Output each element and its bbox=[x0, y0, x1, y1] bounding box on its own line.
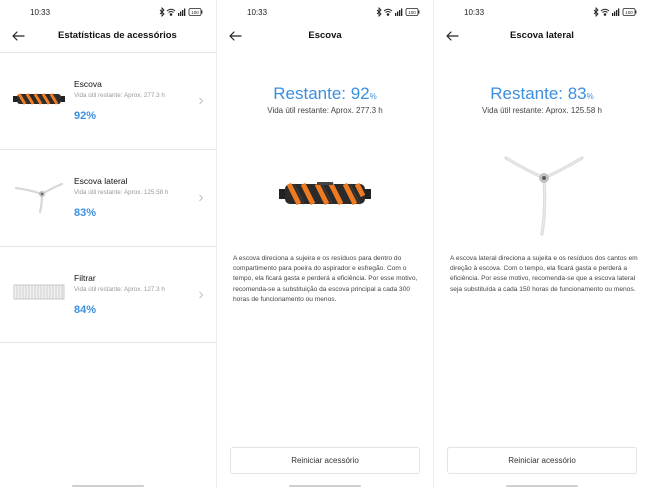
status-icons bbox=[375, 7, 421, 17]
status-icons bbox=[158, 7, 204, 17]
filter-image bbox=[12, 273, 66, 311]
bluetooth-icon bbox=[377, 8, 381, 16]
side-brush-detail-screen bbox=[434, 0, 650, 488]
back-arrow-icon[interactable] bbox=[10, 28, 26, 44]
status-bar bbox=[434, 8, 650, 18]
status-time: 10:33 bbox=[247, 8, 268, 17]
list-item-filter[interactable] bbox=[0, 246, 216, 343]
bluetooth-icon bbox=[160, 8, 164, 16]
side-brush-image bbox=[12, 176, 66, 214]
main-brush-image bbox=[279, 176, 371, 212]
accessory-list bbox=[0, 52, 216, 343]
remaining-life: Vida útil restante: Aprox. 277.3 h bbox=[267, 106, 383, 115]
reset-accessory-button[interactable]: Reiniciar acessório bbox=[230, 447, 420, 474]
item-life: Vida útil restante: Aprox. 127.3 h bbox=[74, 286, 165, 293]
battery-icon bbox=[623, 9, 636, 16]
wifi-icon bbox=[384, 9, 392, 15]
item-life: Vida útil restante: Aprox. 277.3 h bbox=[74, 92, 165, 99]
chevron-right-icon bbox=[198, 97, 204, 105]
battery-level: 100 bbox=[625, 10, 633, 15]
wifi-icon bbox=[601, 9, 609, 15]
battery-level: 100 bbox=[191, 10, 199, 15]
remaining-percent bbox=[217, 84, 433, 104]
wifi-icon bbox=[167, 9, 175, 15]
chevron-right-icon bbox=[198, 291, 204, 299]
main-brush-image bbox=[12, 79, 66, 117]
list-item-brush[interactable] bbox=[0, 52, 216, 149]
reset-accessory-button[interactable]: Reiniciar acessório bbox=[447, 447, 637, 474]
item-name: Escova bbox=[74, 79, 102, 89]
item-percent: 83% bbox=[74, 207, 97, 219]
header bbox=[0, 26, 216, 46]
header bbox=[434, 26, 650, 46]
brush-detail-screen bbox=[217, 0, 433, 488]
side-brush-image bbox=[502, 150, 586, 238]
description: A escova direciona a sujeira e os resíduos para dentro do compartimento para poeira do aspirador e esfregão. Com o tempo, ela ficará gasta e perderá a eficiência. Por esse motivo, recomenda-se a substituição da escova principal a cada 300 horas de funcionamento ou menos. bbox=[233, 255, 418, 303]
status-icons bbox=[592, 7, 638, 17]
status-bar bbox=[0, 8, 216, 18]
status-time: 10:33 bbox=[464, 8, 485, 17]
signal-icon bbox=[612, 9, 619, 17]
percent-sign: % bbox=[586, 92, 594, 101]
page-title: Escova lateral bbox=[510, 30, 574, 41]
remaining-label: Restante: 83 bbox=[490, 84, 587, 103]
header bbox=[217, 26, 433, 46]
item-percent: 92% bbox=[74, 110, 97, 122]
home-indicator bbox=[72, 485, 144, 487]
page-title: Escova bbox=[308, 30, 342, 41]
status-time: 10:33 bbox=[30, 8, 51, 17]
page-title: Estatísticas de acessórios bbox=[58, 30, 177, 41]
signal-icon bbox=[178, 9, 185, 17]
home-indicator bbox=[289, 485, 361, 487]
percent-sign: % bbox=[369, 92, 377, 101]
item-name: Filtrar bbox=[74, 273, 96, 283]
remaining-label: Restante: 92 bbox=[273, 84, 370, 103]
battery-icon bbox=[406, 9, 419, 16]
bluetooth-icon bbox=[594, 8, 598, 16]
item-life: Vida útil restante: Aprox. 125.58 h bbox=[74, 189, 169, 196]
item-percent: 84% bbox=[74, 304, 97, 316]
battery-icon bbox=[189, 9, 202, 16]
battery-level: 100 bbox=[408, 10, 416, 15]
list-item-side-brush[interactable] bbox=[0, 149, 216, 246]
remaining-percent bbox=[434, 84, 650, 104]
remaining-life: Vida útil restante: Aprox. 125.58 h bbox=[482, 106, 602, 115]
signal-icon bbox=[395, 9, 402, 17]
description: A escova lateral direciona a sujeita e os resíduos dos cantos em direção à escova. Com o tempo, ela ficará gasta e perderá a eficiência. Por esse motivo, recomenda-se que a escova lateral seja substituída a cada 150 horas de funcionamento ou menos. bbox=[450, 255, 638, 293]
home-indicator bbox=[506, 485, 578, 487]
status-bar bbox=[217, 8, 433, 18]
item-name: Escova lateral bbox=[74, 176, 128, 186]
accessory-list-screen bbox=[0, 0, 216, 488]
chevron-right-icon bbox=[198, 194, 204, 202]
